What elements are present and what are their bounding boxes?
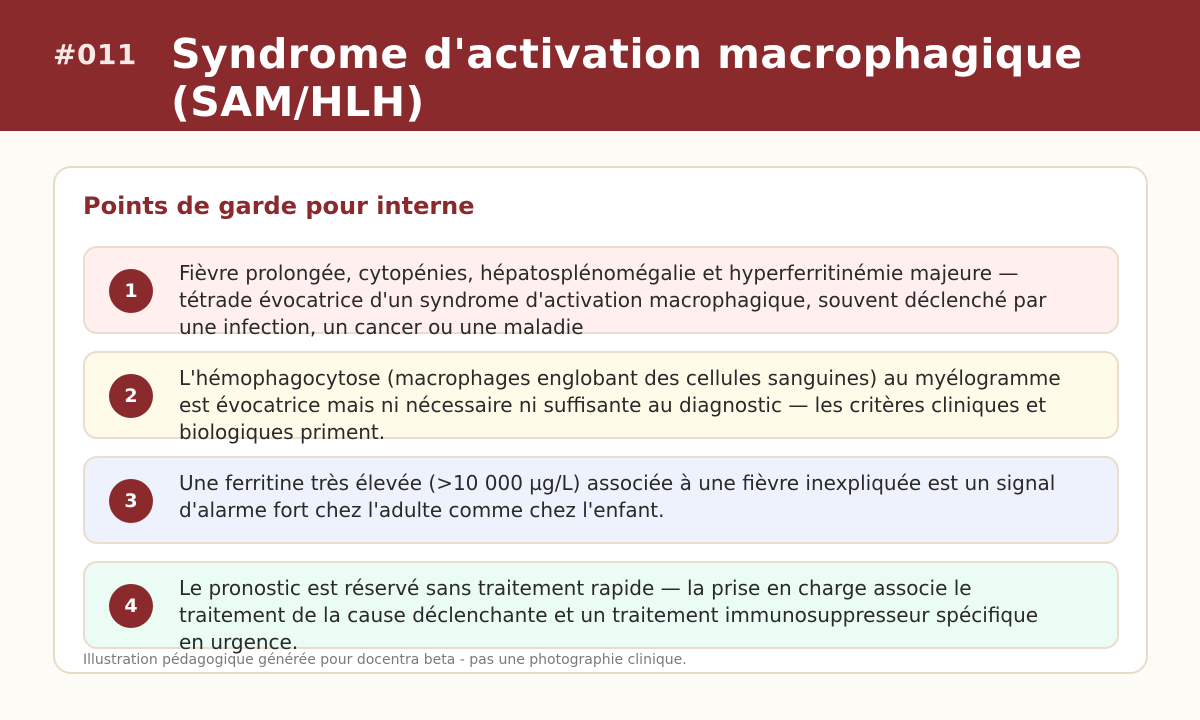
key-points-card <box>53 166 1148 674</box>
number-badge-4: 4 <box>109 584 153 628</box>
key-point-text-4: Le pronostic est réservé sans traitement rapide — la prise en charge associe le traitement de la cause déclenchante et un traitement immunosuppresseur spécifique en urgence. <box>179 576 1039 654</box>
number-badge-2: 2 <box>109 374 153 418</box>
key-point-text-3: Une ferritine très élevée (>10 000 µg/L) associée à une fièvre inexpliquée est un signal d'alarme fort chez l'adulte comme chez l'enfant. <box>179 471 1056 522</box>
disclaimer-footer: Illustration pédagogique générée pour docentra beta - pas une photographie clinique. <box>83 652 687 668</box>
key-point-item-2 <box>83 351 1119 444</box>
page-title: Syndrome d'activation macrophagique (SAM/HLH) <box>171 30 1083 126</box>
key-point-text-1: Fièvre prolongée, cytopénies, hépatosplénomégalie et hyperferritinémie majeure — tétrade évocatrice d'un syndrome d'activation macrophagique, souvent déclenché par une infection, un cancer ou une maladie <box>179 261 1047 339</box>
topic-number: #011 <box>53 38 137 71</box>
key-point-item-4 <box>83 561 1119 654</box>
key-point-item-1 <box>83 246 1119 339</box>
key-point-item-3 <box>83 456 1119 544</box>
number-badge-3: 3 <box>109 479 153 523</box>
header-banner <box>0 0 1200 131</box>
card-title: Points de garde pour interne <box>83 192 475 220</box>
number-badge-1: 1 <box>109 269 153 313</box>
key-point-text-2: L'hémophagocytose (macrophages englobant des cellules sanguines) au myélogramme est évocatrice mais ni nécessaire ni suffisante au diagnostic — les critères cliniques et biologiques priment. <box>179 366 1061 444</box>
